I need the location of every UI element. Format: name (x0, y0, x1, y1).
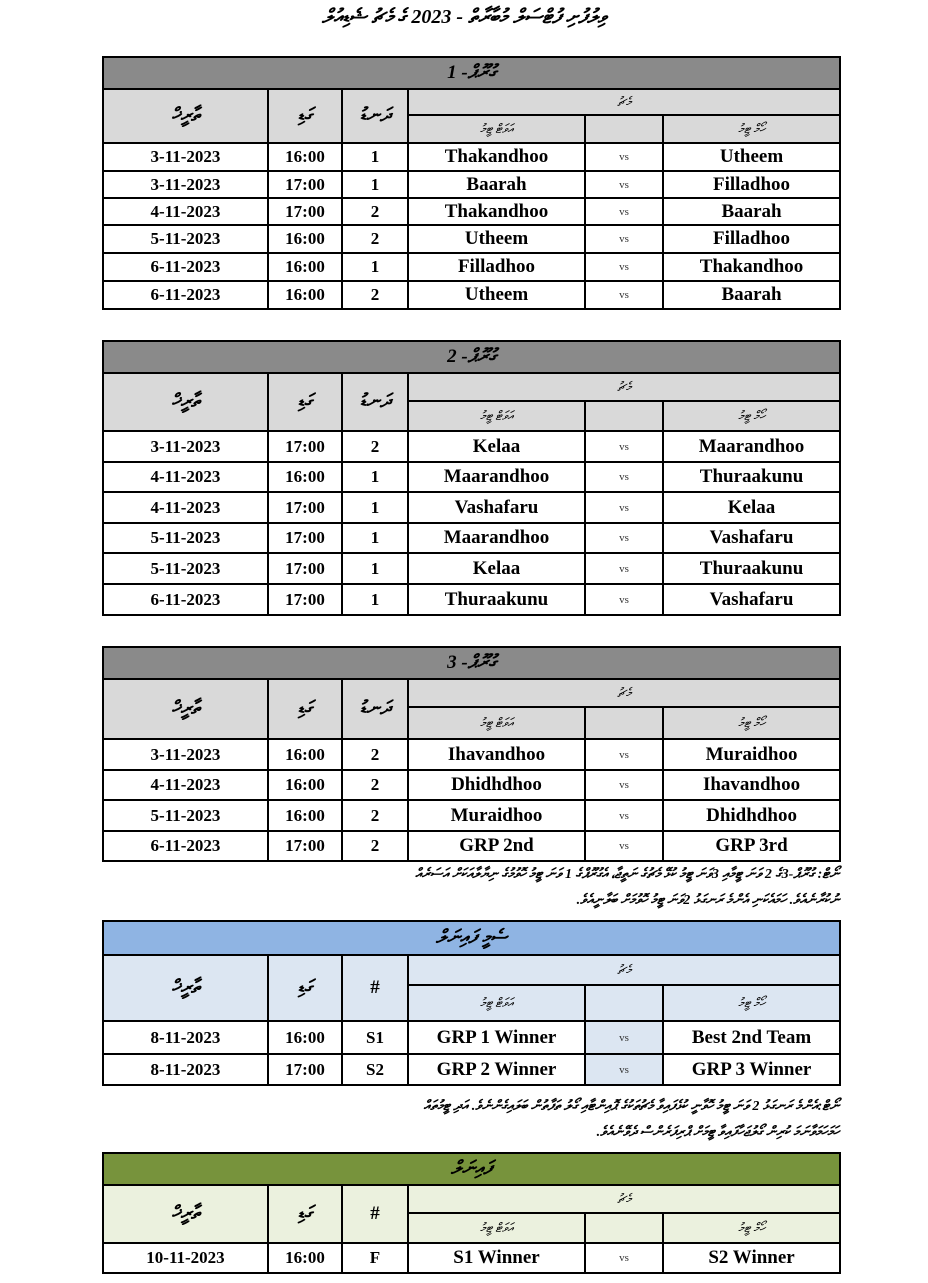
note-line: ހަމަހަމަވާނަމަ ކުރިން ގޯލުޖަހާފައިވާ ޓީމަށް ޕްރިފަރެންސް ދެވޭނެއެވެ. (596, 1125, 839, 1140)
match-date: 5-11-2023 (103, 800, 268, 831)
vs-label: vs (585, 281, 663, 309)
team-b: Baarah (663, 281, 840, 309)
match-time: 17:00 (268, 171, 342, 198)
match-date: 4-11-2023 (103, 198, 268, 225)
team-a: S1 Winner (408, 1243, 585, 1273)
team-b: Ihavandhoo (663, 770, 840, 800)
match-time: 17:00 (268, 198, 342, 225)
team-a: Thuraakunu (408, 584, 585, 615)
match-header: މެޗު (408, 679, 840, 707)
team-b: Filladhoo (663, 171, 840, 198)
team-a: Maarandhoo (408, 523, 585, 553)
vs-header (585, 985, 663, 1021)
match-date: 5-11-2023 (103, 225, 268, 253)
match-time: 16:00 (268, 281, 342, 309)
match-date: 3-11-2023 (103, 431, 268, 462)
match-date: 5-11-2023 (103, 553, 268, 584)
match-date: 3-11-2023 (103, 171, 268, 198)
group-caption: ގުރޫޕް- 2 (103, 341, 840, 373)
time-header: ގަޑި (268, 89, 342, 143)
vs-label: vs (585, 584, 663, 615)
team-b-header: ހޯމް ޓީމު (663, 401, 840, 431)
final-caption: ފައިނަލް (103, 1153, 840, 1185)
team-a: Muraidhoo (408, 800, 585, 831)
team-a: Utheem (408, 225, 585, 253)
match-header: މެޗު (408, 89, 840, 115)
team-a: GRP 2 Winner (408, 1054, 585, 1085)
time-header: ގަޑި (268, 373, 342, 431)
group-2-table (102, 340, 841, 616)
match-ground: 2 (342, 739, 408, 770)
match-num: F (342, 1243, 408, 1273)
match-date: 6-11-2023 (103, 281, 268, 309)
group-3-table (102, 646, 841, 862)
match-date: 6-11-2023 (103, 831, 268, 861)
team-a-header: އަވަޓް ޓީމު (408, 115, 585, 143)
table-row (103, 225, 840, 253)
team-b: Thuraakunu (663, 462, 840, 492)
table-row (103, 800, 840, 831)
match-time: 16:00 (268, 770, 342, 800)
team-a: Dhidhdhoo (408, 770, 585, 800)
table-row (103, 1243, 840, 1273)
team-b: S2 Winner (663, 1243, 840, 1273)
team-a-header: އަވަޓް ޓީމު (408, 985, 585, 1021)
team-b: Maarandhoo (663, 431, 840, 462)
vs-label: vs (585, 1243, 663, 1273)
match-date: 4-11-2023 (103, 492, 268, 523)
table-row (103, 1054, 840, 1085)
date-header: ތާރީޚް (103, 89, 268, 143)
match-header: މެޗު (408, 1185, 840, 1213)
note-line: ނޯޓް: ގުރޫޕް-3ގެ 2 ވަނަ ޓީމާއި 3ވަނަ ޓީމު ކުޅޭ މެޗުގެ ނަތީޖާ، އެގުރޫޕްގެ 1 ވަނަ ޓީމު ހޮވުމުގެ ނިޔާލާއަކަށް އަސަރެއް (415, 867, 839, 882)
match-ground: 1 (342, 523, 408, 553)
match-time: 17:00 (268, 1054, 342, 1085)
table-row (103, 523, 840, 553)
team-a-header: އަވަޓް ޓީމު (408, 707, 585, 739)
table-row (103, 584, 840, 615)
semi-final-caption: ސެމީ ފައިނަލް (103, 921, 840, 955)
team-b: Vashafaru (663, 523, 840, 553)
match-date: 3-11-2023 (103, 739, 268, 770)
match-date: 3-11-2023 (103, 143, 268, 171)
table-row (103, 431, 840, 462)
match-time: 16:00 (268, 739, 342, 770)
match-ground: 2 (342, 225, 408, 253)
table-row (103, 143, 840, 171)
match-ground: 1 (342, 253, 408, 281)
match-ground: 2 (342, 281, 408, 309)
vs-header (585, 401, 663, 431)
date-header: ތާރީޚް (103, 373, 268, 431)
match-time: 16:00 (268, 225, 342, 253)
vs-label: vs (585, 492, 663, 523)
date-header: ތާރީޚް (103, 1185, 268, 1243)
team-a: Thakandhoo (408, 198, 585, 225)
note-line: ނުކުރާނެއެވެ. ހަމައެކަނި އެންމެ ރަނގަޅު 2ވަނަ ޓީމު ހޮވުމަށް ބަލާނީއެވެ. (576, 893, 839, 908)
ground-header: ދަނޑު (342, 373, 408, 431)
team-b: Thakandhoo (663, 253, 840, 281)
time-header: ގަޑި (268, 1185, 342, 1243)
vs-label: vs (585, 1054, 663, 1085)
team-b-header: ހޯމް ޓީމު (663, 1213, 840, 1243)
semi-final-table (102, 920, 841, 1086)
match-time: 17:00 (268, 584, 342, 615)
team-a: Ihavandhoo (408, 739, 585, 770)
ground-header: ދަނޑު (342, 89, 408, 143)
team-b: GRP 3rd (663, 831, 840, 861)
team-b: GRP 3 Winner (663, 1054, 840, 1085)
note-line: ނޯޓް:އެންމެ ރަނގަޅު 2 ވަނަ ޓީމު ހޮވާނީ ކުޅެފައިވާ މެޗުތަކުގެ ޕޮއިންޓާއި ގޯލު ތަފާތުން ބަލައިގެންނެވެ. އަދި ޓީމުތައް (423, 1099, 839, 1114)
num-header: # (342, 1185, 408, 1243)
table-row (103, 831, 840, 861)
vs-label: vs (585, 523, 663, 553)
group-caption: ގުރޫޕް- 1 (103, 57, 840, 89)
match-ground: 1 (342, 143, 408, 171)
vs-label: vs (585, 739, 663, 770)
match-time: 16:00 (268, 143, 342, 171)
team-b: Thuraakunu (663, 553, 840, 584)
match-date: 4-11-2023 (103, 770, 268, 800)
vs-header (585, 1213, 663, 1243)
table-row (103, 171, 840, 198)
vs-header (585, 707, 663, 739)
match-time: 16:00 (268, 800, 342, 831)
match-ground: 1 (342, 553, 408, 584)
team-a: Maarandhoo (408, 462, 585, 492)
team-b-header: ހޯމް ޓީމު (663, 707, 840, 739)
team-b: Best 2nd Team (663, 1021, 840, 1054)
semi-final-note (102, 1094, 839, 1146)
team-a: GRP 1 Winner (408, 1021, 585, 1054)
match-ground: 1 (342, 462, 408, 492)
team-b: Vashafaru (663, 584, 840, 615)
match-num: S2 (342, 1054, 408, 1085)
table-row (103, 1021, 840, 1054)
table-row (103, 198, 840, 225)
final-table (102, 1152, 841, 1274)
team-a: Kelaa (408, 553, 585, 584)
match-date: 6-11-2023 (103, 584, 268, 615)
match-date: 8-11-2023 (103, 1054, 268, 1085)
match-time: 17:00 (268, 492, 342, 523)
team-a: Baarah (408, 171, 585, 198)
vs-label: vs (585, 143, 663, 171)
team-a-header: އަވަޓް ޓީމު (408, 401, 585, 431)
match-time: 17:00 (268, 523, 342, 553)
group-caption: ގުރޫޕް- 3 (103, 647, 840, 679)
team-b: Muraidhoo (663, 739, 840, 770)
match-num: S1 (342, 1021, 408, 1054)
match-date: 10-11-2023 (103, 1243, 268, 1273)
match-time: 17:00 (268, 431, 342, 462)
table-row (103, 462, 840, 492)
team-b: Baarah (663, 198, 840, 225)
vs-label: vs (585, 1021, 663, 1054)
match-time: 16:00 (268, 1021, 342, 1054)
time-header: ގަޑި (268, 955, 342, 1021)
vs-label: vs (585, 553, 663, 584)
match-date: 6-11-2023 (103, 253, 268, 281)
match-time: 17:00 (268, 831, 342, 861)
group-1-table (102, 56, 841, 310)
match-header: މެޗު (408, 373, 840, 401)
match-ground: 1 (342, 171, 408, 198)
match-time: 16:00 (268, 1243, 342, 1273)
team-a: GRP 2nd (408, 831, 585, 861)
vs-label: vs (585, 225, 663, 253)
team-b: Dhidhdhoo (663, 800, 840, 831)
ground-header: ދަނޑު (342, 679, 408, 739)
match-ground: 2 (342, 431, 408, 462)
team-a-header: އަވަޓް ޓީމު (408, 1213, 585, 1243)
team-b-header: ހޯމް ޓީމު (663, 115, 840, 143)
group-note (102, 862, 839, 914)
match-ground: 1 (342, 584, 408, 615)
vs-label: vs (585, 171, 663, 198)
match-header: މެޗު (408, 955, 840, 985)
table-row (103, 253, 840, 281)
team-b: Filladhoo (663, 225, 840, 253)
time-header: ގަޑި (268, 679, 342, 739)
table-row (103, 492, 840, 523)
date-header: ތާރީޚް (103, 955, 268, 1021)
vs-label: vs (585, 800, 663, 831)
page-title: ވިލުފުށި ފުޓްސަލް މުބާރާތް - 2023 ގެ މެޗު ޝެޑިއުލް (321, 6, 607, 28)
match-date: 4-11-2023 (103, 462, 268, 492)
table-row (103, 553, 840, 584)
table-row (103, 770, 840, 800)
vs-label: vs (585, 831, 663, 861)
date-header: ތާރީޚް (103, 679, 268, 739)
vs-label: vs (585, 462, 663, 492)
vs-label: vs (585, 198, 663, 225)
table-row (103, 281, 840, 309)
match-time: 16:00 (268, 253, 342, 281)
team-b: Kelaa (663, 492, 840, 523)
match-date: 5-11-2023 (103, 523, 268, 553)
team-a: Kelaa (408, 431, 585, 462)
vs-label: vs (585, 253, 663, 281)
vs-label: vs (585, 770, 663, 800)
team-a: Vashafaru (408, 492, 585, 523)
team-a: Utheem (408, 281, 585, 309)
match-ground: 1 (342, 492, 408, 523)
match-ground: 2 (342, 770, 408, 800)
team-a: Filladhoo (408, 253, 585, 281)
team-b-header: ހޯމް ޓީމު (663, 985, 840, 1021)
team-b: Utheem (663, 143, 840, 171)
match-time: 17:00 (268, 553, 342, 584)
match-time: 16:00 (268, 462, 342, 492)
match-ground: 2 (342, 831, 408, 861)
match-date: 8-11-2023 (103, 1021, 268, 1054)
num-header: # (342, 955, 408, 1021)
match-ground: 2 (342, 800, 408, 831)
match-ground: 2 (342, 198, 408, 225)
vs-header (585, 115, 663, 143)
table-row (103, 739, 840, 770)
team-a: Thakandhoo (408, 143, 585, 171)
vs-label: vs (585, 431, 663, 462)
